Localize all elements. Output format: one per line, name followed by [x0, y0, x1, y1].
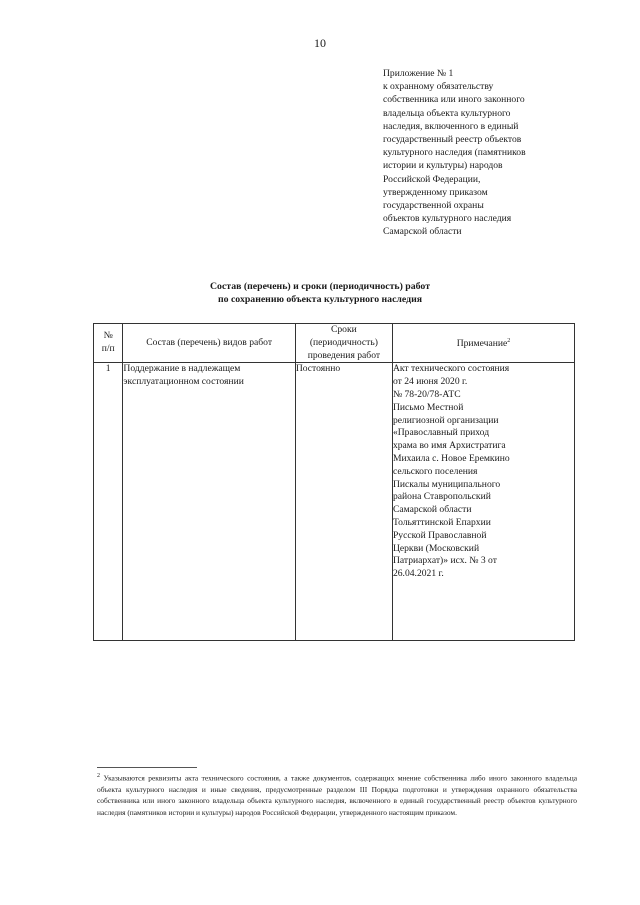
note-line: Письмо Местной — [392, 401, 464, 413]
header-works-text: Состав (перечень) видов работ — [146, 336, 273, 348]
appendix-line: Приложение № 1 — [383, 68, 454, 79]
appendix-line: государственный реестр объектов — [383, 134, 522, 146]
footnote-reference: 2 — [507, 338, 511, 345]
appendix-line: объектов культурного наследия — [383, 213, 512, 225]
note-line: Михаила с. Новое Еремкино — [392, 452, 510, 464]
note-line: района Ставропольский — [392, 491, 491, 503]
row-number: 1 — [94, 363, 123, 641]
table-row — [94, 363, 575, 641]
header-works — [123, 324, 295, 363]
note-line: религиозной организации — [392, 414, 499, 426]
note-line: № 78-20/78-АТС — [392, 388, 461, 400]
appendix-line: культурного наследия (памятников — [383, 147, 526, 159]
appendix-line: Российской Федерации, — [383, 173, 481, 185]
header-number-line2: п/п — [101, 343, 115, 355]
works-table — [93, 323, 575, 641]
note-line: Пискалы муниципального — [392, 478, 501, 490]
header-period-line1: Сроки (периодичность) — [309, 324, 378, 348]
footnote-mark: 2 — [97, 773, 100, 779]
work-line: Поддержание в надлежащем — [123, 363, 241, 375]
page-number: 10 — [314, 36, 326, 50]
header-note-text: Примечание — [456, 338, 508, 350]
footnote — [97, 771, 577, 818]
header-period-line2: проведения работ — [307, 349, 381, 361]
note-line: Акт технического состояния — [392, 363, 510, 375]
document-title — [0, 280, 640, 306]
note-line: храма во имя Архистратига — [392, 440, 506, 452]
footnote-separator — [97, 767, 197, 768]
note-line: Русской Православной — [392, 529, 487, 541]
appendix-line: к охранному обязательству — [383, 81, 494, 93]
title-line-2: по сохранению объекта культурного наследия — [217, 294, 423, 305]
header-number-line1: № — [103, 330, 113, 342]
appendix-header — [383, 67, 583, 239]
note-line: «Православный приход — [392, 427, 490, 439]
note-line: сельского поселения — [392, 465, 478, 477]
row-work — [123, 363, 295, 641]
note-line: Патриархат)» исх. № 3 от — [392, 555, 497, 567]
title-line-1: Состав (перечень) и сроки (периодичность) работ — [209, 281, 431, 292]
appendix-line: собственника или иного законного — [383, 94, 525, 106]
appendix-line: Самарской области — [383, 226, 462, 238]
appendix-line: утвержденному приказом — [383, 186, 488, 198]
appendix-line: владельца объекта культурного — [383, 107, 511, 119]
appendix-line: государственной охраны — [383, 200, 484, 212]
row-period: Постоянно — [295, 363, 392, 641]
note-line: Тольяттинской Епархии — [392, 516, 491, 528]
work-line: эксплуатационном состоянии — [123, 376, 244, 388]
note-line: Церкви (Московский — [392, 542, 480, 554]
header-period — [295, 324, 392, 363]
note-line: от 24 июня 2020 г. — [392, 376, 468, 388]
header-note — [392, 324, 574, 363]
header-number — [94, 324, 123, 363]
appendix-line: истории и культуры) народов — [383, 160, 503, 172]
table-header-row — [94, 324, 575, 363]
row-note — [392, 363, 574, 641]
appendix-line: наследия, включенного в единый — [383, 120, 519, 132]
footnote-text: Указываются реквизиты акта технического состояния, а также документов, содержащих мнение собственника либо иного законного владельца объекта культурного наследия и иные сведения, предусмотренные разделом III Порядка подготовки и утверждения охранного обязательства собственника или иного законного владельца объекта культурного наследия, включенного в единый государственный реестр объектов культурного наследия (памятников истории и культуры) народов Российской Федерации, утвержденного настоящим приказом. — [97, 773, 577, 817]
note-line: 26.04.2021 г. — [392, 568, 444, 580]
note-line: Самарской области — [392, 504, 472, 516]
